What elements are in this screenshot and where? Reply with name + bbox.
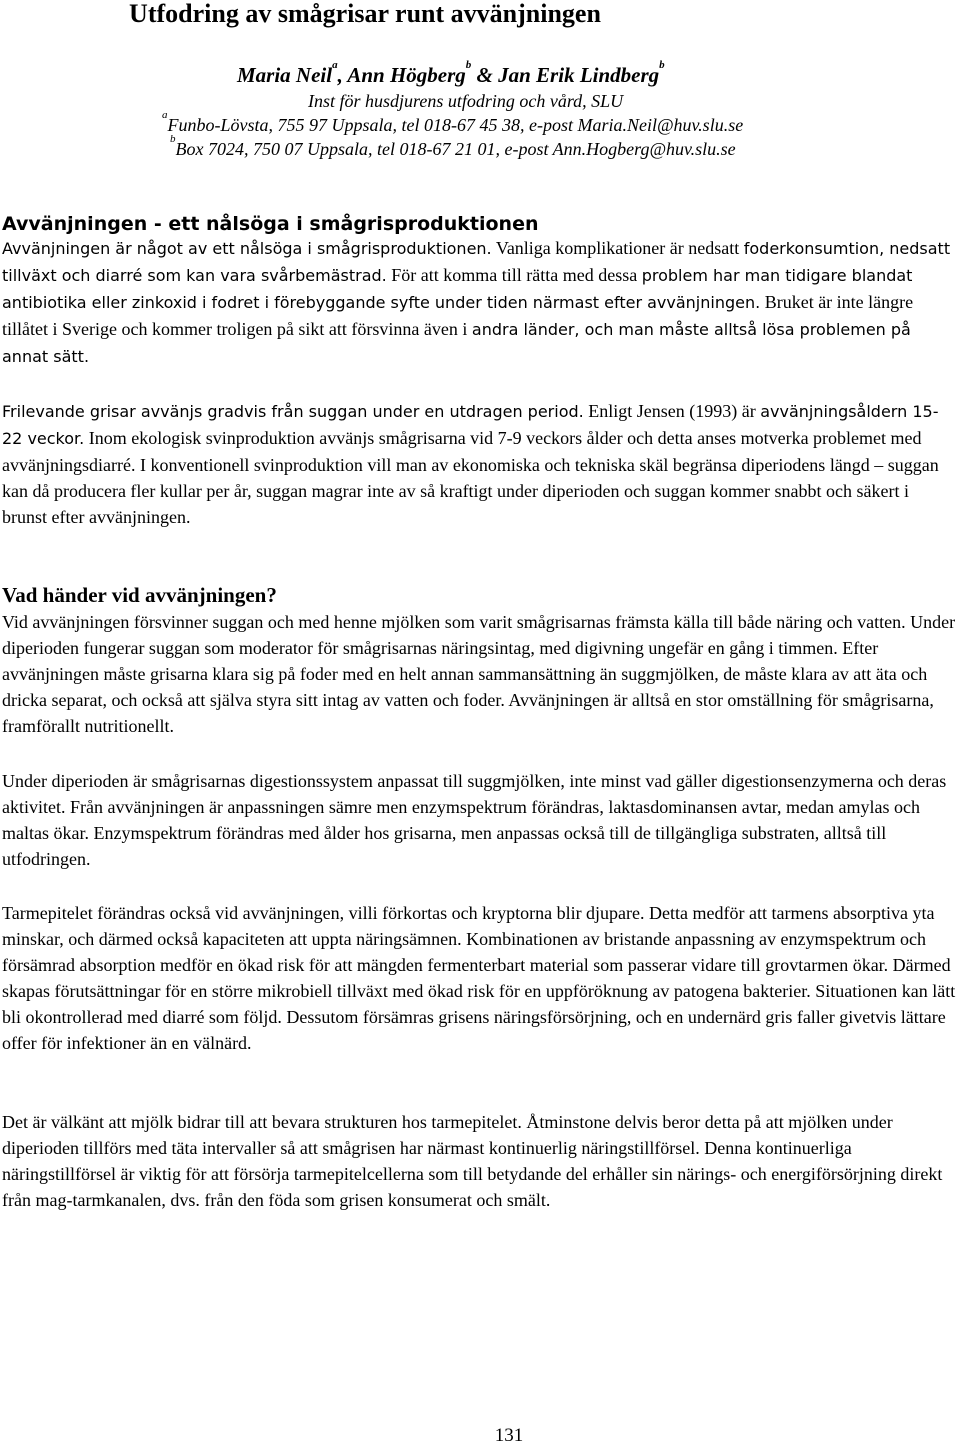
paragraph-text: Avvänjningen är något av ett nålsöga i smågrisproduktionen. — [2, 239, 492, 258]
page-number: 131 — [494, 1425, 524, 1446]
author-name: Ann Högberg — [347, 63, 466, 87]
paragraph-text: Enligt Jensen (1993) är — [583, 401, 761, 421]
document-title: Utfodring av smågrisar runt avvänjningen — [129, 0, 601, 28]
paragraph-text: För att komma till rätta med dessa — [386, 265, 642, 285]
institution-line: Inst för husdjurens utfodring och vård, SLU — [308, 91, 624, 111]
paragraph — [2, 235, 958, 370]
paragraph: Under diperioden är smågrisarnas digestionssystem anpassat till suggmjölken, inte minst vad gäller digestionsenzymerna och deras aktivitet. Från avvänjningen är anpassningen sämre men enzymspektrum förändras, laktasdominansen avtar, medan amylas och maltas ökar. Enzymspektrum förändras med ålder hos grisarna, men anpassas också till de tillgängliga substraten, alltså till utfodringen. — [2, 771, 947, 869]
affiliation-text: Funbo-Lövsta, 755 97 Uppsala, tel 018-67 45 38, e-post Maria.Neil@huv.slu.se — [167, 115, 744, 135]
affiliation-marker: b — [170, 133, 176, 145]
affiliation-marker: b — [659, 59, 665, 71]
paragraph-text: Inom ekologisk svinproduktion avvänjs smågrisarna vid 7-9 veckors ålder och detta anses motverka problemet med avvänjningsdiarré. I konventionell svinproduktion vill man av ekonomiska och tekniska skäl begränsa diperiodens längd – suggan kan då producera fler kullar per år, suggan magrar inte av så kraftigt under diperioden och suggan kommer snabbt och säkert i brunst efter avvänjningen. — [2, 428, 939, 527]
paragraph-text: avvänjningsåldern 15-22 veckor. — [2, 402, 939, 448]
affiliation-text: Box 7024, 750 07 Uppsala, tel 018-67 21 01, e-post Ann.Hogberg@huv.slu.se — [175, 139, 736, 159]
paragraph: Vid avvänjningen försvinner suggan och med henne mjölken som varit smågrisarnas främsta källa till både näring och vatten. Under diperioden fungerar suggan som moderator för smågrisarnas näringsintag, med digivning ungefär en gång i timmen. Efter avvänjningen måste grisarna klara sig på foder med en helt annan sammansättning än suggmjölken, de måste klara av att äta och dricka separat, och också att själva styra sitt intag av vatten och foder. Avvänjningen är alltså en stor omställning för smågrisarna, framförallt nutritionellt. — [2, 612, 956, 736]
affiliation-b — [170, 133, 736, 160]
author-separator: , — [337, 63, 348, 87]
affiliation-marker: a — [162, 109, 168, 121]
section-heading: Vad händer vid avvänjningen? — [2, 583, 277, 607]
paragraph: Tarmepitelet förändras också vid avvänjningen, villi förkortas och kryptorna blir djupare. Detta medför att tarmens absorptiva yta minskar, och därmed också kapaciteten att uppta näringsämnen. Kombinationen av bristande anpassning av enzymspektrum och försämrad absorption medför en ökad risk för att mängden fermenterbart material som passerar vidare till grovtarmen ökar. Därmed skapas förutsättningar för en större mikrobiell tillväxt med ökad risk för en uppföröknung av patogena bakterier. Situationen kan lätt bli okontrollerad med diarré som följd. Dessutom försämras grisens näringsförsörjning, och en undernärd gris faller givetvis lättare offer för infektioner än en välnärd. — [2, 903, 956, 1053]
paragraph-text: Frilevande grisar avvänjs gradvis från suggan under en utdragen period. — [2, 402, 584, 421]
author-name: Maria Neil — [237, 63, 333, 87]
affiliation-marker: b — [465, 59, 472, 71]
paragraph-text: foderkonsumtion, nedsatt tillväxt och diarré som kan vara svårbemästrad. — [2, 239, 951, 285]
affiliation-marker: a — [332, 59, 338, 71]
paragraph — [2, 398, 958, 530]
paragraph-text: Bruket är inte längre tillåtet i Sverige och kommer troligen på sikt att försvinna även i — [2, 292, 914, 339]
paragraph-text: problem har man tidigare blandat antibiotika eller zinkoxid i fodret i förebyggande syfte under tiden närmast efter avvänjningen. — [2, 266, 913, 312]
paragraph-text: Vanliga komplikationer är nedsatt — [491, 238, 744, 258]
paragraph: Det är välkänt att mjölk bidrar till att bevara strukturen hos tarmepitelet. Åtminstone delvis beror detta på att mjölken under diperioden tillförs med täta intervaller så att smågrisen har närmast kontinuerlig näringstillförsel. Denna kontinuerliga näringstillförsel är viktig för att försörja tarmepitelcellerna som till betydande del erhåller sin närings- och energiförsörjning direkt från mag-tarmkanalen, dvs. från den föda som grisen konsumerat och smält. — [2, 1112, 943, 1210]
author-separator: & — [471, 63, 499, 87]
paragraph-text: andra länder, och man måste alltså lösa problemen på annat sätt. — [2, 320, 911, 366]
author-name: Jan Erik Lindberg — [498, 63, 660, 87]
affiliation-a — [162, 109, 744, 136]
author-line — [237, 59, 665, 88]
section-heading: Avvänjningen - ett nålsöga i smågrisproduktionen — [2, 213, 539, 235]
